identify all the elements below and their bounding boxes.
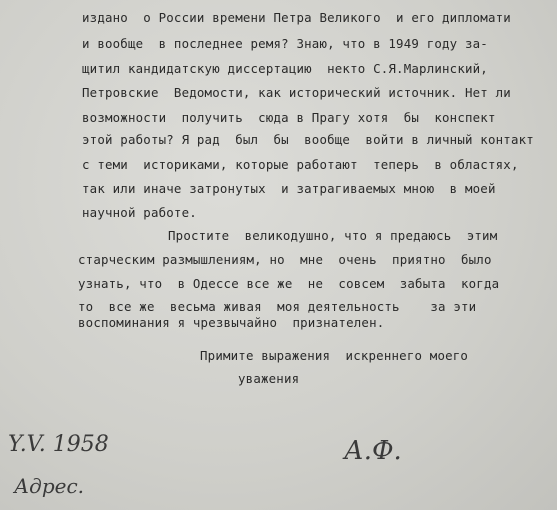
letter-line: так или иначе затронутых и затрагиваемых мною в моей — [82, 181, 496, 196]
letter-line: Простите великодушно, что я предаюсь этим — [168, 228, 498, 243]
handwritten-note: Адрес. — [14, 474, 85, 498]
letter-line: старческим размышлениям, но мне очень приятно было — [78, 252, 492, 267]
closing-line: Примите выражения искреннего моего — [200, 348, 469, 363]
handwritten-initials: А.Ф. — [344, 436, 402, 466]
letter-line: этой работы? Я рад был бы вообще войти в личный контакт — [82, 132, 534, 147]
letter-line: и вообще в последнее ремя? Знаю, что в 1949 году за- — [82, 36, 488, 51]
letter-line: возможности получить сюда в Прагу хотя бы конспект — [82, 110, 496, 125]
letter-line: издано о России времени Петра Великого и его дипломати — [82, 10, 511, 25]
letter-line: с теми историками, которые работают теперь в областях, — [82, 157, 519, 172]
letter-line: воспоминания я чрезвычайно признателен. — [78, 315, 385, 330]
handwritten-date: Y.V. 1958 — [8, 432, 109, 457]
letter-line: щитил кандидатскую диссертацию некто С.Я.Марлинский, — [82, 61, 488, 76]
letter-line: научной работе. — [82, 205, 197, 220]
letter-line: узнать, что в Одессе все же не совсем забыта когда — [78, 276, 500, 291]
letter-line: Петровские Ведомости, как исторический источник. Нет ли — [82, 85, 511, 100]
letter-line: то все же весьма живая моя деятельность за эти — [78, 299, 477, 314]
closing-line: уважения — [238, 371, 300, 386]
